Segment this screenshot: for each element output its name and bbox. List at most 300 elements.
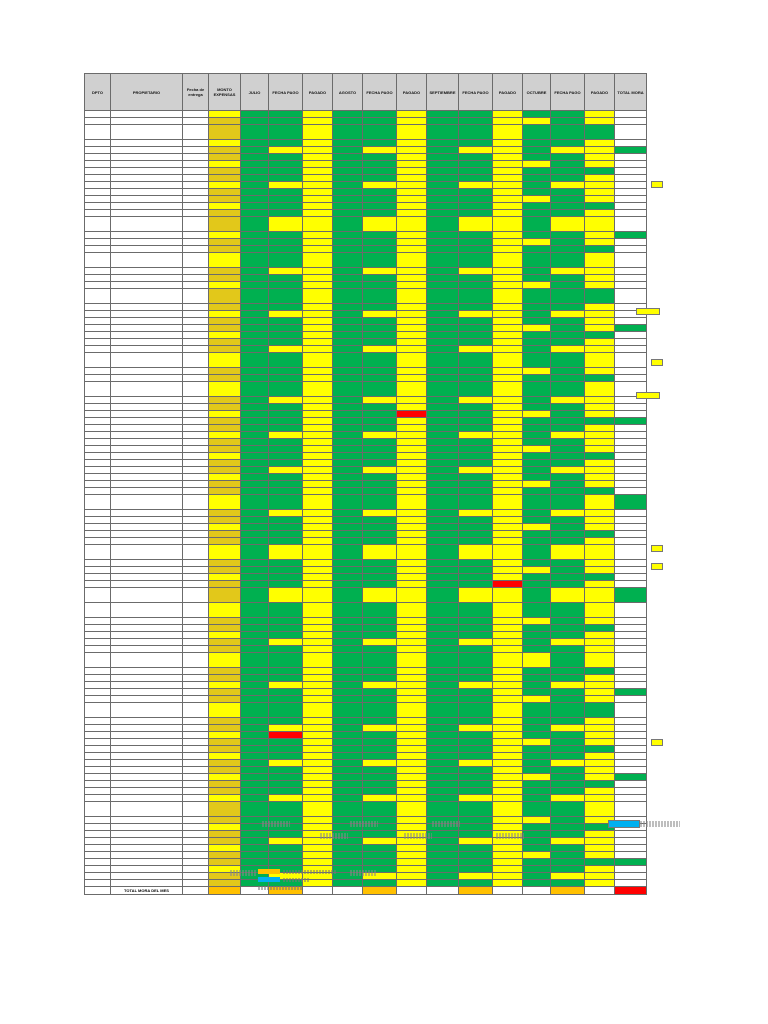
table-cell: [209, 588, 241, 603]
total-cell: [303, 887, 333, 895]
table-cell: [183, 404, 209, 411]
table-cell: [363, 425, 397, 432]
table-cell: [241, 625, 269, 632]
table-cell: [303, 753, 333, 760]
table-row: [85, 732, 647, 739]
table-cell: [585, 368, 615, 375]
table-cell: [523, 653, 551, 668]
table-cell: [209, 488, 241, 495]
table-cell: [241, 161, 269, 168]
table-cell: [615, 154, 647, 161]
table-cell: [427, 802, 459, 817]
table-cell: [551, 217, 585, 232]
table-row: [85, 703, 647, 718]
table-cell: [85, 118, 111, 125]
table-cell: [269, 232, 303, 239]
table-row: [85, 147, 647, 154]
table-cell: [241, 467, 269, 474]
table-cell: [551, 346, 585, 353]
table-cell: [615, 460, 647, 467]
table-cell: [427, 332, 459, 339]
table-cell: [363, 411, 397, 418]
table-cell: [615, 588, 647, 603]
table-row: [85, 718, 647, 725]
table-cell: [551, 581, 585, 588]
table-cell: [523, 203, 551, 210]
table-cell: [85, 275, 111, 282]
table-cell: [183, 268, 209, 275]
table-cell: [209, 397, 241, 404]
table-cell: [333, 696, 363, 703]
table-cell: [523, 275, 551, 282]
table-cell: [111, 795, 183, 802]
table-cell: [333, 196, 363, 203]
expenses-table: [84, 73, 647, 895]
table-cell: [615, 632, 647, 639]
table-cell: [585, 125, 615, 140]
table-cell: [85, 788, 111, 795]
table-cell: [183, 318, 209, 325]
table-cell: [615, 510, 647, 517]
table-cell: [551, 446, 585, 453]
table-cell: [427, 732, 459, 739]
table-cell: [269, 282, 303, 289]
table-cell: [269, 397, 303, 404]
table-cell: [85, 189, 111, 196]
table-cell: [303, 382, 333, 397]
table-row: [85, 831, 647, 838]
table-cell: [209, 774, 241, 781]
table-cell: [111, 253, 183, 268]
table-cell: [333, 788, 363, 795]
table-cell: [183, 382, 209, 397]
table-cell: [585, 646, 615, 653]
table-cell: [85, 289, 111, 304]
table-cell: [459, 725, 493, 732]
total-cell: [585, 887, 615, 895]
table-cell: [85, 646, 111, 653]
table-cell: [111, 531, 183, 538]
table-cell: [427, 432, 459, 439]
table-cell: [303, 646, 333, 653]
table-cell: [183, 603, 209, 618]
table-cell: [333, 147, 363, 154]
table-cell: [363, 574, 397, 581]
table-cell: [615, 696, 647, 703]
table-cell: [111, 140, 183, 147]
table-cell: [615, 189, 647, 196]
table-cell: [241, 318, 269, 325]
table-cell: [333, 289, 363, 304]
table-cell: [241, 781, 269, 788]
table-cell: [523, 246, 551, 253]
table-cell: [303, 140, 333, 147]
table-cell: [363, 353, 397, 368]
table-cell: [363, 603, 397, 618]
table-cell: [459, 845, 493, 852]
table-cell: [523, 239, 551, 246]
table-cell: [585, 168, 615, 175]
table-cell: [209, 339, 241, 346]
table-cell: [269, 802, 303, 817]
table-cell: [397, 282, 427, 289]
table-cell: [459, 866, 493, 873]
table-cell: [241, 481, 269, 488]
table-cell: [303, 845, 333, 852]
table-cell: [585, 703, 615, 718]
table-cell: [459, 802, 493, 817]
table-cell: [551, 725, 585, 732]
table-cell: [493, 246, 523, 253]
table-row: [85, 203, 647, 210]
legend-bank-label: [258, 886, 302, 890]
table-cell: [183, 232, 209, 239]
table-cell: [303, 203, 333, 210]
table-cell: [363, 182, 397, 189]
table-cell: [459, 495, 493, 510]
table-cell: [209, 182, 241, 189]
table-cell: [493, 467, 523, 474]
table-cell: [241, 517, 269, 524]
table-cell: [303, 653, 333, 668]
table-cell: [551, 866, 585, 873]
table-cell: [333, 332, 363, 339]
table-cell: [363, 368, 397, 375]
table-cell: [427, 339, 459, 346]
table-cell: [85, 375, 111, 382]
table-cell: [427, 703, 459, 718]
table-cell: [615, 574, 647, 581]
table-cell: [183, 118, 209, 125]
table-cell: [333, 675, 363, 682]
table-cell: [493, 774, 523, 781]
table-cell: [523, 253, 551, 268]
table-cell: [397, 817, 427, 824]
table-cell: [551, 739, 585, 746]
total-cell: [427, 887, 459, 895]
table-cell: [209, 653, 241, 668]
table-cell: [241, 845, 269, 852]
table-cell: [363, 397, 397, 404]
table-cell: [303, 824, 333, 831]
table-cell: [183, 668, 209, 675]
table-cell: [303, 425, 333, 432]
table-cell: [615, 880, 647, 887]
table-cell: [523, 567, 551, 574]
table-cell: [459, 118, 493, 125]
table-cell: [269, 831, 303, 838]
table-cell: [363, 453, 397, 460]
table-cell: [269, 560, 303, 567]
table-cell: [111, 161, 183, 168]
table-cell: [397, 346, 427, 353]
table-cell: [111, 817, 183, 824]
total-cell: [85, 887, 111, 895]
table-cell: [363, 859, 397, 866]
table-cell: [523, 196, 551, 203]
table-cell: [333, 495, 363, 510]
table-cell: [333, 574, 363, 581]
total-cell: [615, 887, 647, 895]
table-cell: [183, 154, 209, 161]
table-cell: [459, 125, 493, 140]
table-cell: [523, 646, 551, 653]
table-cell: [183, 411, 209, 418]
table-row: [85, 111, 647, 118]
table-cell: [397, 474, 427, 481]
table-cell: [333, 732, 363, 739]
table-cell: [427, 880, 459, 887]
table-cell: [523, 189, 551, 196]
table-cell: [241, 175, 269, 182]
table-cell: [459, 753, 493, 760]
table-cell: [551, 397, 585, 404]
table-row: [85, 432, 647, 439]
table-cell: [397, 545, 427, 560]
table-cell: [269, 375, 303, 382]
table-cell: [209, 703, 241, 718]
table-row: [85, 774, 647, 781]
table-cell: [85, 831, 111, 838]
table-cell: [585, 574, 615, 581]
table-cell: [523, 753, 551, 760]
table-cell: [303, 675, 333, 682]
table-cell: [241, 653, 269, 668]
table-cell: [183, 481, 209, 488]
table-cell: [585, 425, 615, 432]
table-cell: [241, 368, 269, 375]
table-row: [85, 760, 647, 767]
table-cell: [459, 382, 493, 397]
table-cell: [183, 325, 209, 332]
table-cell: [85, 368, 111, 375]
table-cell: [85, 481, 111, 488]
table-cell: [397, 332, 427, 339]
table-row: [85, 625, 647, 632]
table-row: [85, 618, 647, 625]
table-cell: [493, 346, 523, 353]
table-cell: [615, 581, 647, 588]
table-cell: [551, 196, 585, 203]
table-cell: [241, 346, 269, 353]
table-cell: [615, 239, 647, 246]
table-row: [85, 339, 647, 346]
table-cell: [183, 703, 209, 718]
table-cell: [493, 866, 523, 873]
table-cell: [241, 760, 269, 767]
table-cell: [585, 311, 615, 318]
table-cell: [269, 538, 303, 545]
table-cell: [209, 760, 241, 767]
table-cell: [209, 567, 241, 574]
table-cell: [427, 524, 459, 531]
table-cell: [269, 325, 303, 332]
table-cell: [85, 675, 111, 682]
table-cell: [427, 196, 459, 203]
table-cell: [523, 524, 551, 531]
table-cell: [111, 653, 183, 668]
table-cell: [551, 852, 585, 859]
table-cell: [333, 111, 363, 118]
table-cell: [241, 189, 269, 196]
table-cell: [241, 411, 269, 418]
table-cell: [615, 788, 647, 795]
table-cell: [493, 196, 523, 203]
total-cell: [523, 887, 551, 895]
table-cell: [397, 845, 427, 852]
table-cell: [269, 168, 303, 175]
table-cell: [427, 382, 459, 397]
table-cell: [459, 560, 493, 567]
table-cell: [241, 574, 269, 581]
table-cell: [363, 125, 397, 140]
table-cell: [183, 311, 209, 318]
table-cell: [551, 824, 585, 831]
table-cell: [493, 696, 523, 703]
table-cell: [493, 767, 523, 774]
table-cell: [615, 425, 647, 432]
table-cell: [85, 147, 111, 154]
table-cell: [209, 495, 241, 510]
table-cell: [493, 788, 523, 795]
table-cell: [111, 524, 183, 531]
table-cell: [493, 852, 523, 859]
header-row: [85, 74, 647, 111]
table-cell: [333, 411, 363, 418]
table-cell: [183, 332, 209, 339]
table-cell: [303, 460, 333, 467]
table-cell: [85, 524, 111, 531]
table-cell: [303, 788, 333, 795]
table-cell: [493, 603, 523, 618]
table-cell: [303, 275, 333, 282]
table-cell: [269, 675, 303, 682]
table-cell: [363, 304, 397, 311]
table-cell: [363, 545, 397, 560]
table-cell: [85, 125, 111, 140]
table-cell: [183, 196, 209, 203]
table-cell: [363, 689, 397, 696]
table-cell: [397, 304, 427, 311]
table-cell: [111, 725, 183, 732]
table-cell: [269, 125, 303, 140]
table-cell: [615, 175, 647, 182]
table-cell: [85, 824, 111, 831]
table-cell: [523, 382, 551, 397]
table-cell: [209, 232, 241, 239]
table-cell: [493, 325, 523, 332]
table-cell: [493, 524, 523, 531]
table-cell: [269, 682, 303, 689]
table-cell: [333, 239, 363, 246]
table-cell: [303, 453, 333, 460]
table-cell: [269, 495, 303, 510]
table-cell: [397, 140, 427, 147]
table-cell: [363, 318, 397, 325]
table-cell: [85, 140, 111, 147]
table-cell: [85, 353, 111, 368]
table-cell: [397, 289, 427, 304]
table-cell: [615, 718, 647, 725]
table-cell: [615, 567, 647, 574]
table-cell: [615, 760, 647, 767]
table-cell: [615, 675, 647, 682]
table-body: [85, 111, 647, 895]
table-cell: [397, 175, 427, 182]
table-cell: [459, 788, 493, 795]
table-cell: [459, 603, 493, 618]
table-cell: [303, 560, 333, 567]
table-cell: [493, 488, 523, 495]
table-cell: [333, 682, 363, 689]
table-cell: [551, 203, 585, 210]
table-cell: [209, 739, 241, 746]
table-cell: [111, 210, 183, 217]
table-cell: [363, 332, 397, 339]
table-cell: [459, 781, 493, 788]
table-cell: [269, 196, 303, 203]
table-cell: [333, 524, 363, 531]
table-cell: [585, 788, 615, 795]
table-cell: [269, 625, 303, 632]
table-cell: [615, 353, 647, 368]
table-cell: [585, 653, 615, 668]
table-cell: [303, 538, 333, 545]
table-cell: [363, 253, 397, 268]
header-octubre: OCTUBRE: [523, 74, 551, 111]
table-cell: [363, 767, 397, 774]
table-cell: [585, 203, 615, 210]
total-cell: [551, 887, 585, 895]
table-cell: [523, 140, 551, 147]
table-cell: [303, 125, 333, 140]
table-cell: [551, 210, 585, 217]
table-cell: [459, 767, 493, 774]
table-cell: [493, 368, 523, 375]
table-row: [85, 488, 647, 495]
table-cell: [523, 432, 551, 439]
table-cell: [493, 154, 523, 161]
table-cell: [493, 311, 523, 318]
table-cell: [85, 439, 111, 446]
table-row: [85, 689, 647, 696]
table-cell: [551, 353, 585, 368]
table-cell: [523, 852, 551, 859]
total-cell: [493, 887, 523, 895]
table-cell: [111, 111, 183, 118]
table-cell: [333, 618, 363, 625]
table-cell: [493, 781, 523, 788]
table-cell: [269, 339, 303, 346]
table-cell: [523, 118, 551, 125]
table-cell: [397, 118, 427, 125]
table-cell: [459, 404, 493, 411]
table-cell: [615, 196, 647, 203]
table-cell: [397, 739, 427, 746]
table-cell: [397, 439, 427, 446]
table-cell: [85, 311, 111, 318]
table-cell: [269, 545, 303, 560]
table-cell: [493, 418, 523, 425]
table-cell: [85, 625, 111, 632]
table-cell: [333, 753, 363, 760]
table-cell: [269, 510, 303, 517]
table-cell: [427, 404, 459, 411]
table-cell: [209, 682, 241, 689]
table-cell: [111, 275, 183, 282]
table-cell: [615, 432, 647, 439]
table-cell: [363, 175, 397, 182]
